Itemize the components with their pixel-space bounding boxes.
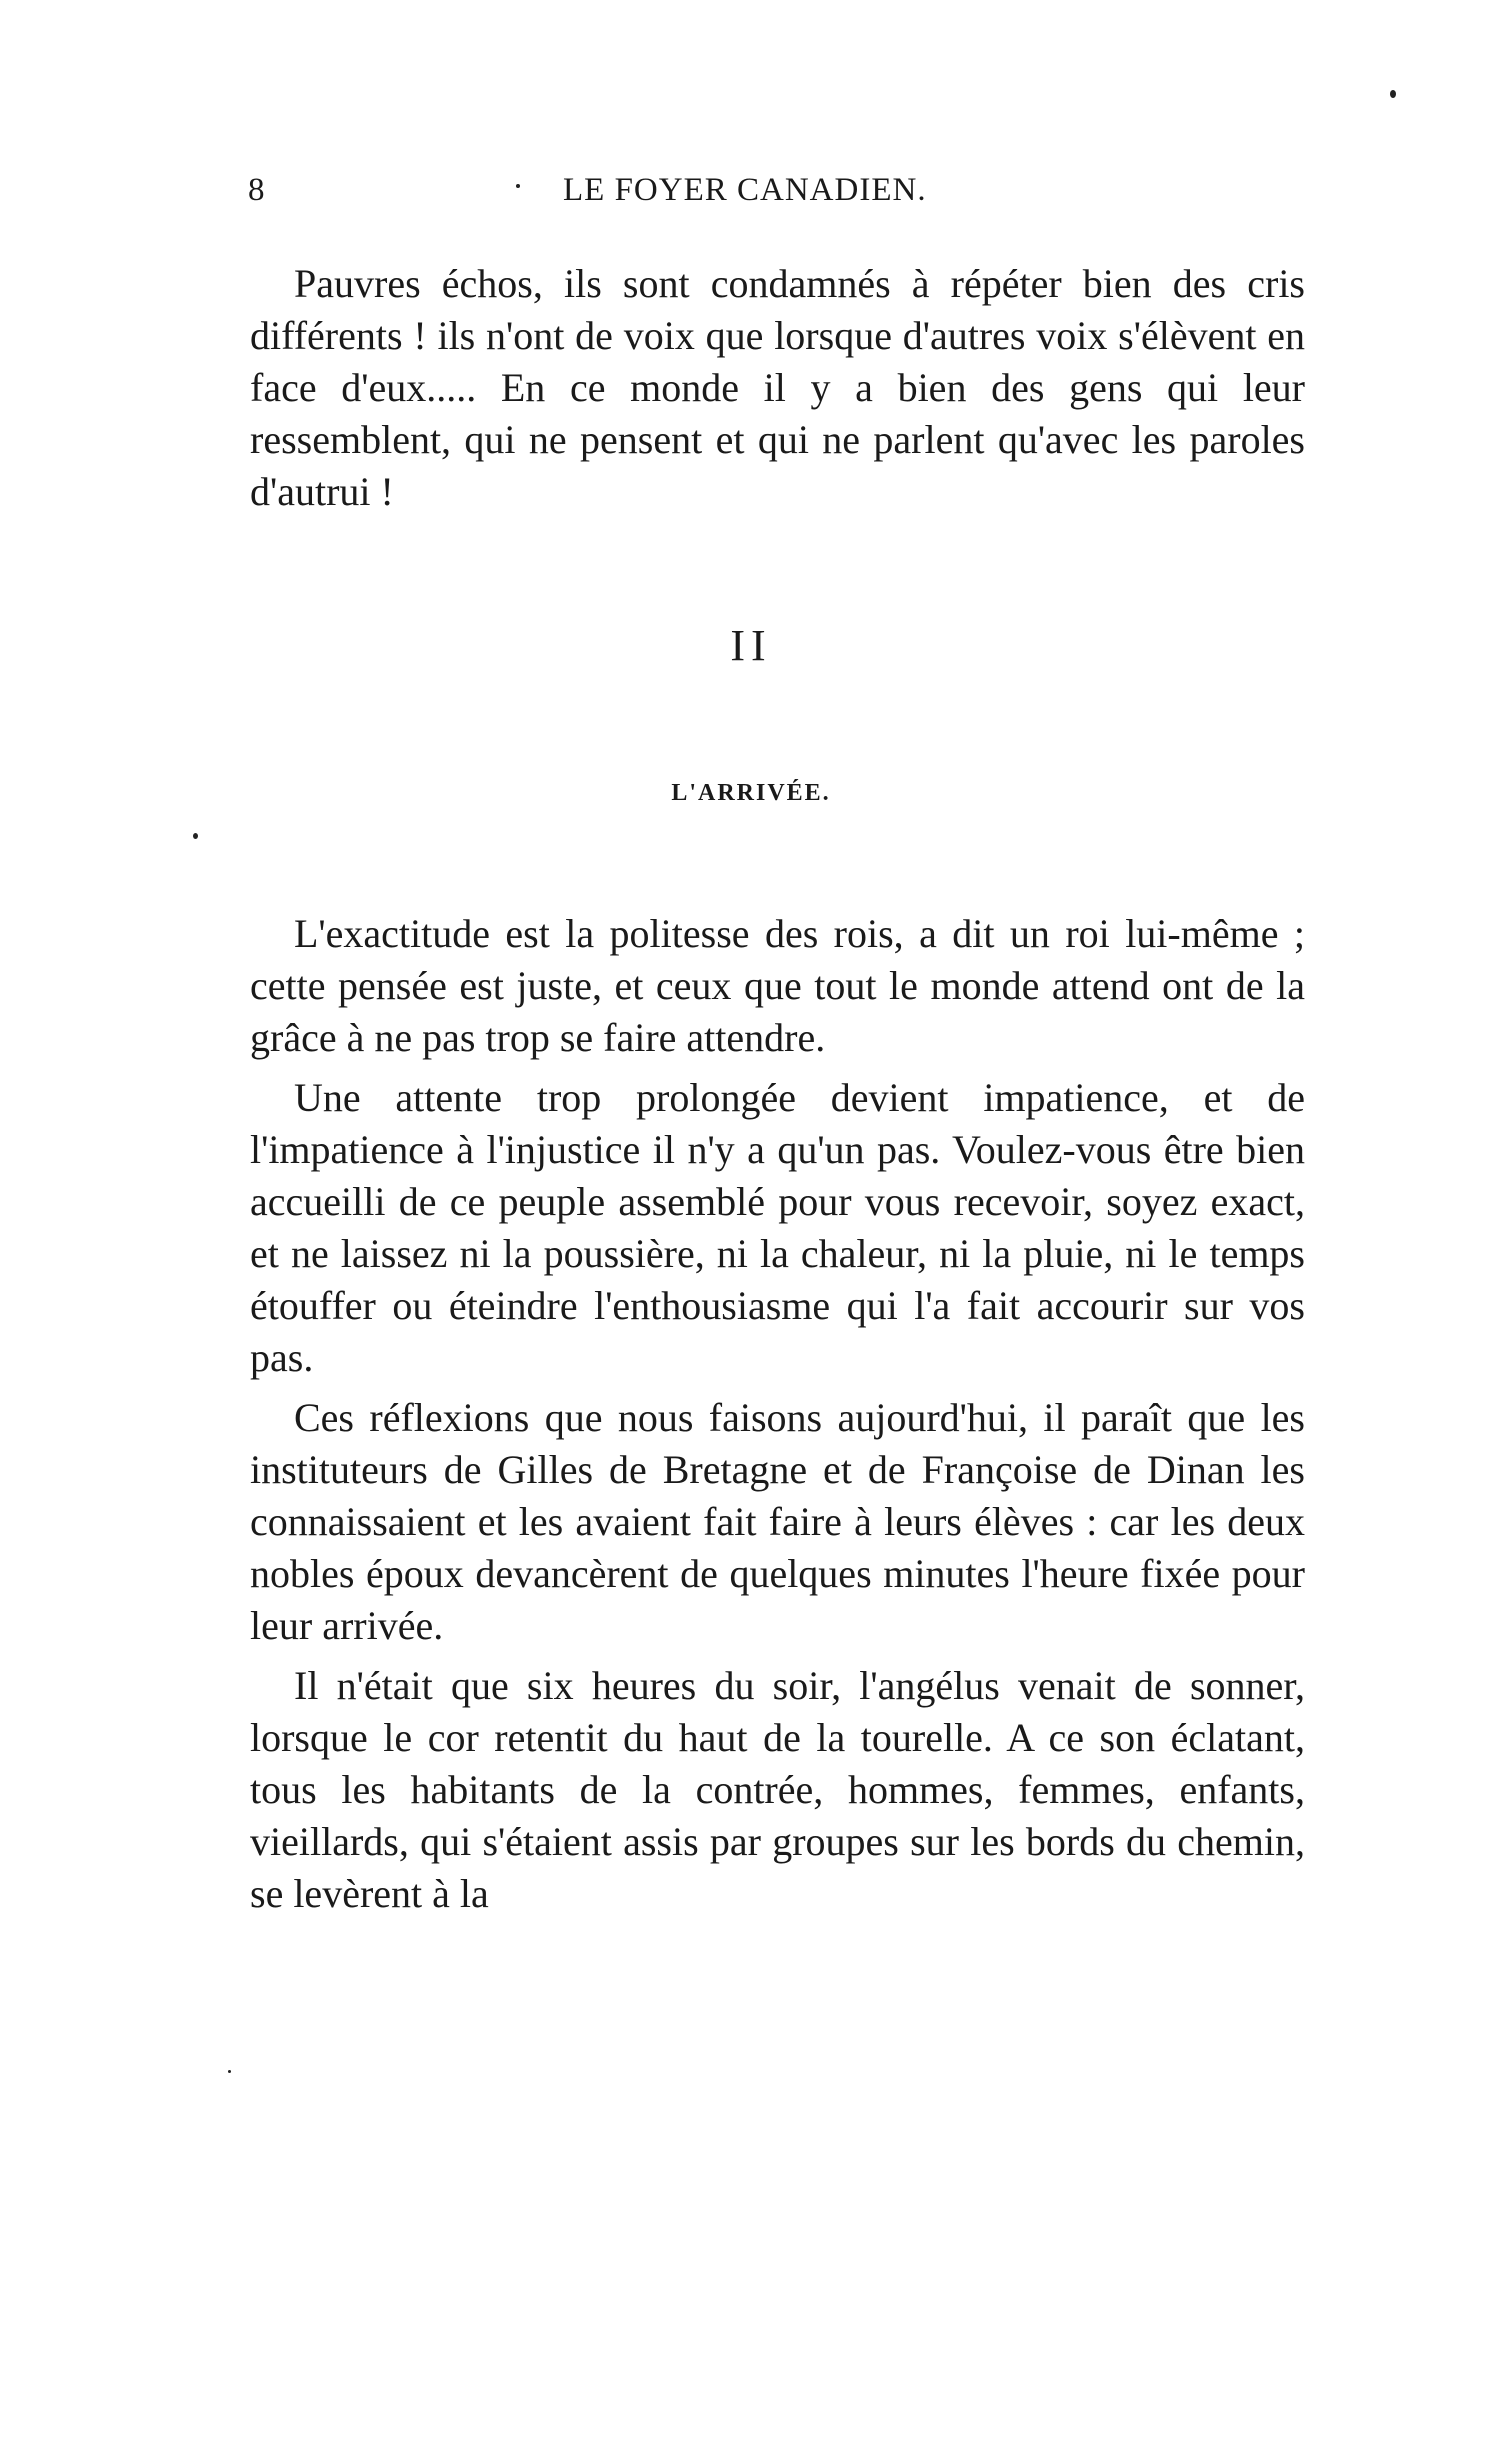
- print-speck: [228, 2070, 231, 2073]
- print-speck: [193, 833, 198, 839]
- paragraph: Ces réflexions que nous faisons aujourd'hui, il paraît que les instituteurs de Gilles de Bretagne et de Françoise de Dinan les connaissaient et les avaient fait faire à leurs élèves : car les deux nobles époux devancèrent de quelques minutes l'heure fixée pour leur arrivée.: [250, 1395, 1305, 1648]
- paragraph: Il n'était que six heures du soir, l'angélus venait de sonner, lorsque le cor retentit du haut de la tourelle. A ce son éclatant, tous les habitants de la contrée, hommes, femmes, enfants, vieillards, qui s'étaient assis par groupes sur les bords du chemin, se levèrent à la: [250, 1663, 1305, 1916]
- running-head: [248, 172, 1298, 222]
- paragraph: L'exactitude est la politesse des rois, a dit un roi lui-même ; cette pensée est juste, et ceux que tout le monde attend ont de la grâce à ne pas trop se faire attendre.: [250, 911, 1305, 1060]
- print-speck: [1390, 90, 1396, 98]
- chapter-title: L'ARRIVÉE.: [671, 780, 831, 806]
- paragraph: Une attente trop prolongée devient impatience, et de l'impatience à l'injustice il n'y a qu'un pas. Voulez-vous être bien accueilli de ce peuple assemblé pour vous recevoir, soyez exact, et ne laissez ni la poussière, ni la chaleur, ni la pluie, ni le temps étouffer ou éteindre l'enthousiasme qui l'a fait accourir sur vos pas.: [250, 1075, 1305, 1380]
- chapter-number: II: [730, 621, 772, 670]
- page-number: 8: [248, 172, 266, 208]
- intro-text: [250, 258, 1305, 518]
- paragraph: Pauvres échos, ils sont condamnés à répéter bien des cris différents ! ils n'ont de voix que lorsque d'autres voix s'élèvent en face d'eux..... En ce monde il y a bien des gens qui leur ressemblent, qui ne pensent et qui ne parlent qu'avec les paroles d'autrui !: [250, 261, 1305, 514]
- chapter-body: [250, 908, 1305, 1920]
- running-title: LE FOYER CANADIEN.: [563, 172, 927, 208]
